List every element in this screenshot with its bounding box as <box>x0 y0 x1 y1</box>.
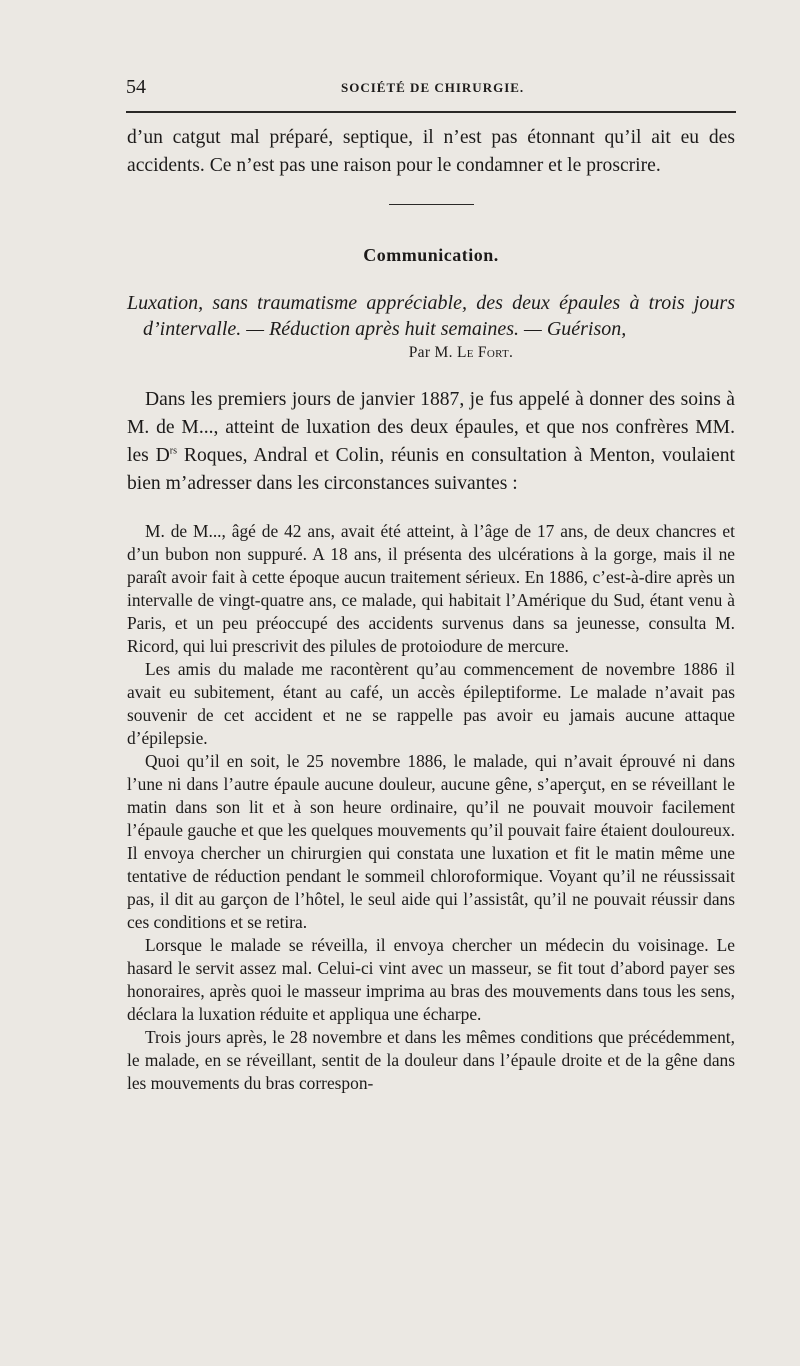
page-header <box>126 76 736 100</box>
body-paragraph-1 <box>127 386 735 498</box>
byline-prefix: Par M. <box>408 344 453 361</box>
byline-author: Le Fort. <box>456 344 514 361</box>
section-title: Communication. <box>363 245 499 265</box>
intro-paragraph: d’un catgut mal préparé, septique, il n’est pas étonnant qu’il ait eu des accidents. Ce n’est pas une raison pour le condamner et le proscrire. <box>127 127 735 176</box>
body-paragraph-4: Quoi qu’il en soit, le 25 novembre 1886, le malade, qui n’avait éprouvé ni dans l’une ni dans l’autre épaule aucune douleur, aucune gêne, s’aperçut, en se réveillant le matin dans son lit et à son heure ordinaire, qu’il ne pouvait mouvoir facilement l’épaule gauche et que les quelques mouvements qu’il pouvait faire étaient douloureux. Il envoya chercher un chirurgien qui constata une luxation et fit le matin même une tentative de réduction pendant le sommeil chloroformique. Voyant qu’il ne réussissait pas, il dit au garçon de l’hôtel, le seul aide qui l’assistât, qu’il ne pouvait réussir dans ces conditions et se retira. <box>127 751 735 932</box>
p1-text-b: Roques, Andral et Colin, réunis en consultation à Menton, voulaient bien m’adresser dans les circonstances suivantes : <box>127 445 735 494</box>
body-paragraph-5: Lorsque le malade se réveilla, il envoya chercher un médecin du voisinage. Le hasard le servit assez mal. Celui-ci vint avec un masseur, se fit tout d’abord payer ses honoraires, après quoi le masseur imprima au bras des mouvements dans tous les sens, déclara la luxation réduite et appliqua une écharpe. <box>127 935 735 1024</box>
article-title: Luxation, sans traumatisme appréciable, des deux épaules à trois jours d’intervalle. — Réduction après huit semaines. — Guérison, <box>127 292 735 340</box>
page-number: 54 <box>126 76 146 98</box>
p1-superscript: rs <box>169 445 178 457</box>
page-content <box>127 124 735 1095</box>
body-paragraph-2: M. de M..., âgé de 42 ans, avait été atteint, à l’âge de 17 ans, de deux chancres et d’un bubon non suppuré. A 18 ans, il présenta des ulcérations à la gorge, mais il ne paraît avoir fait à cette époque aucun traitement sérieux. En 1886, c’est-à-dire après un intervalle de vingt-quatre ans, ce malade, qui habitait l’Amérique du Sud, étant venu à Paris, et un peu préoccupé des accidents survenus dans sa jeunesse, consulta M. Ricord, qui lui prescrivit des pilules de protoiodure de mercure. <box>127 521 735 656</box>
p1-text-a: Dans les premiers jours de janvier 1887, je fus appelé à donner des soins à M. de M..., atteint de luxation des deux épaules, et que nos confrères MM. les D <box>127 389 735 466</box>
header-rule <box>126 111 736 113</box>
running-title: SOCIÉTÉ DE CHIRURGIE. <box>341 80 525 95</box>
section-divider <box>389 204 474 205</box>
body-paragraph-3: Les amis du malade me racontèrent qu’au commencement de novembre 1886 il avait eu subitement, étant au café, un accès épileptiforme. Le malade n’avait pas souvenir de cet accident et ne se rappelle pas avoir eu jamais aucune attaque d’épilepsie. <box>127 659 735 748</box>
body-paragraph-6: Trois jours après, le 28 novembre et dans les mêmes conditions que précédemment, le malade, en se réveillant, sentit de la douleur dans l’épaule droite et de la gêne dans les mouvements du bras correspon- <box>127 1027 735 1093</box>
article-byline <box>127 344 735 362</box>
